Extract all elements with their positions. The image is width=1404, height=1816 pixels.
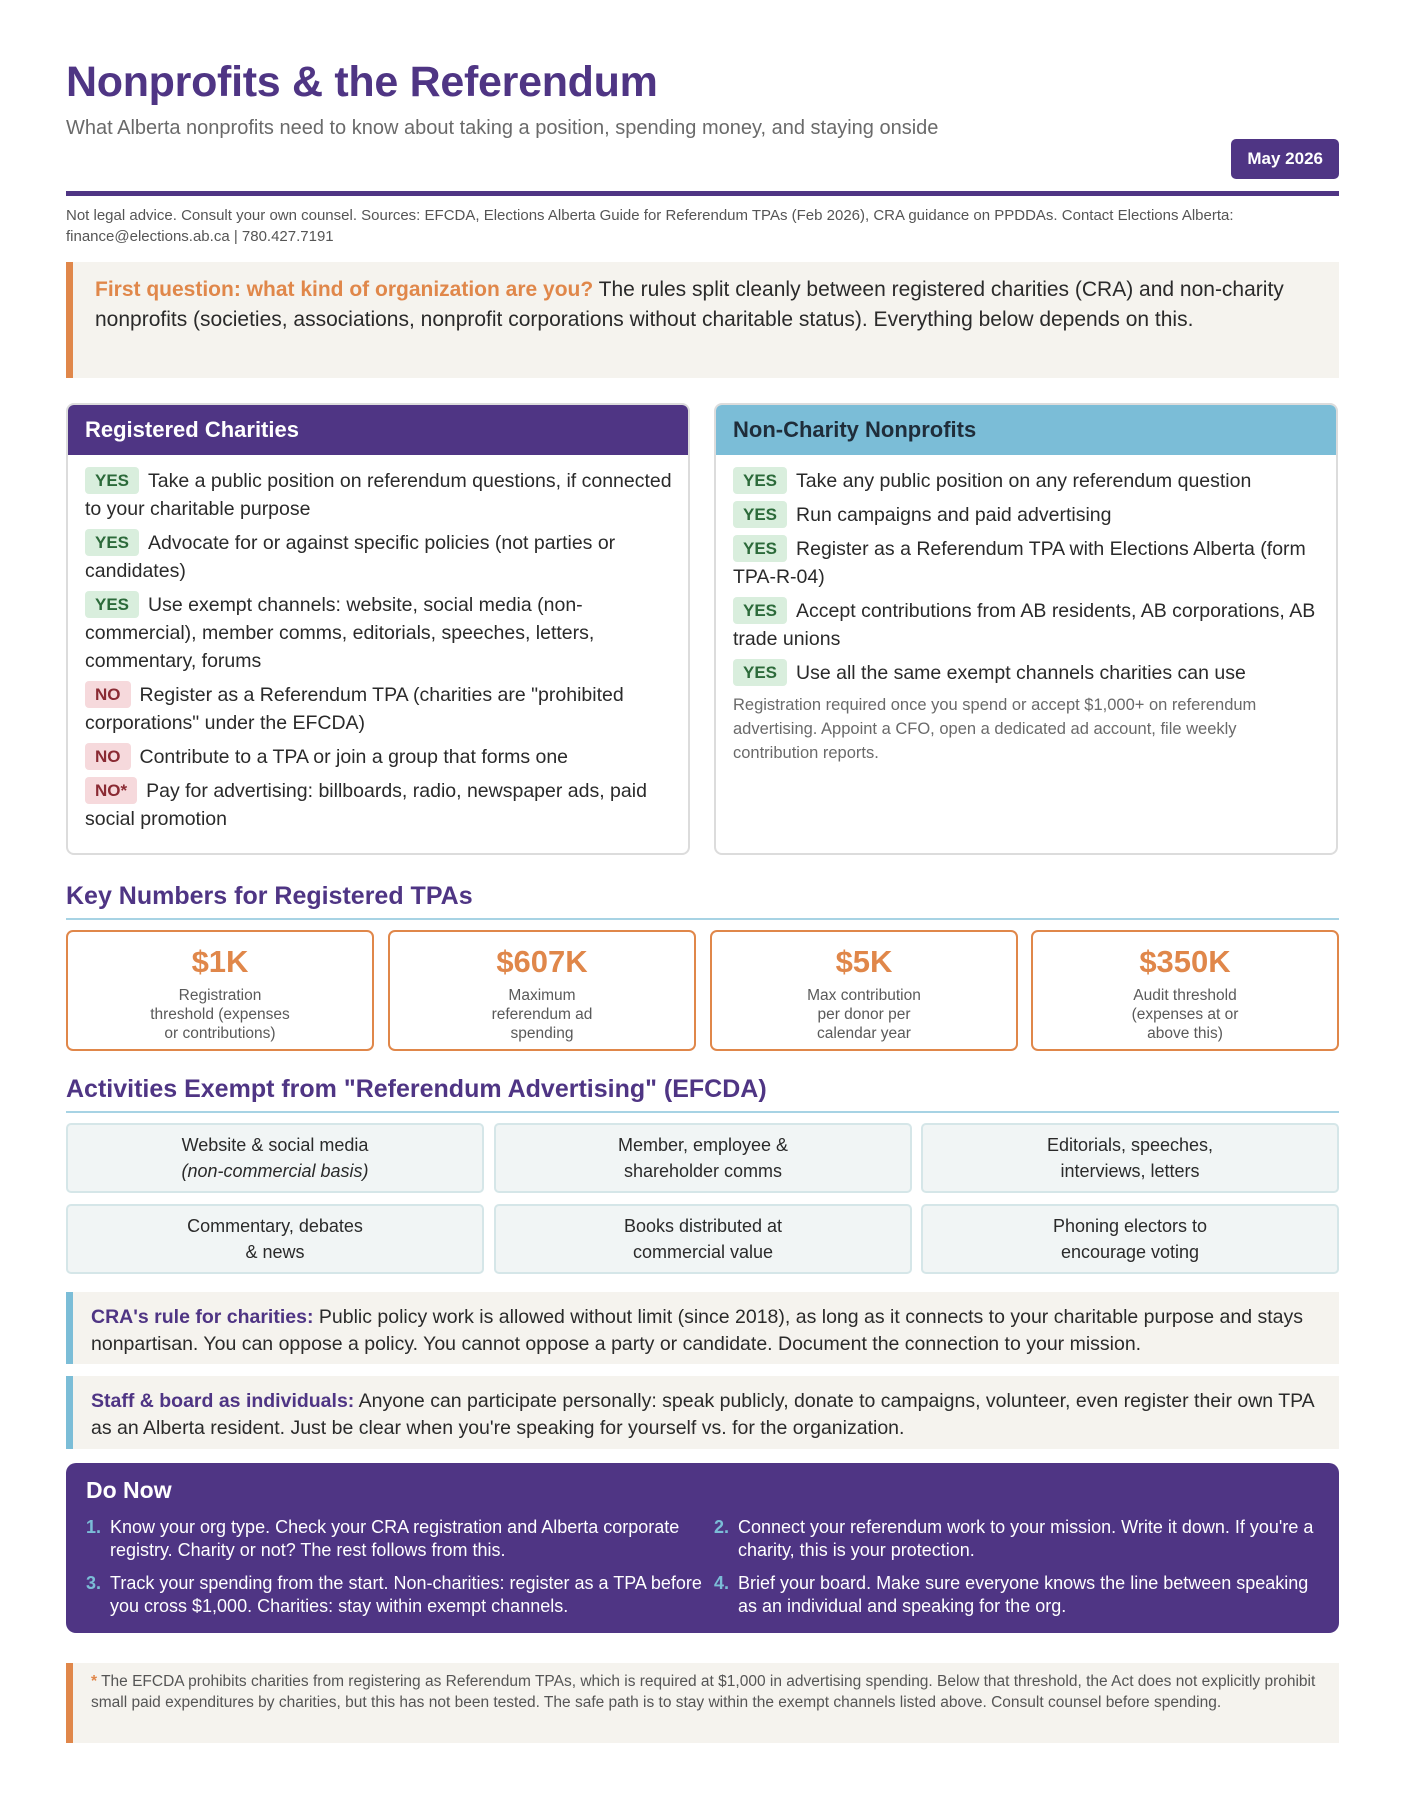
stat-label: Max contribution per donor per calendar year — [807, 987, 921, 1042]
no-tag: NO* — [85, 777, 137, 804]
yes-tag: YES — [733, 597, 787, 624]
no-tag: NO — [85, 681, 131, 708]
list-item — [85, 681, 672, 737]
step-text: Connect your referendum work to your mission. Write it down. If you're a charity, this is your protection. — [738, 1517, 1314, 1560]
stat-card — [388, 930, 696, 1051]
exempt-divider — [66, 1111, 1339, 1113]
exempt-activity-line2: interviews, letters — [1060, 1161, 1200, 1181]
noncharities-card — [714, 403, 1338, 855]
exempt-activity-line1: Books distributed at — [623, 1216, 783, 1236]
footnote — [66, 1663, 1339, 1743]
page-title: Nonprofits & the Referendum — [66, 58, 658, 106]
first-question-callout — [66, 262, 1339, 378]
do-now-step — [86, 1572, 714, 1618]
list-item-text: Contribute to a TPA or join a group that forms one — [139, 746, 569, 768]
exempt-activity-line1: Editorials, speeches, — [1046, 1135, 1214, 1155]
disclaimer: Not legal advice. Consult your own counsel. Sources: EFCDA, Elections Alberta Guide for Referendum TPAs (Feb 2026), CRA guidance on PPDDAs. Contact Elections Alberta: finance@elections.ab.ca | 780.427.7191 — [66, 207, 1234, 245]
list-item-text: Advocate for or against specific policies (not parties or candidates) — [85, 532, 616, 582]
list-item-text: Run campaigns and paid advertising — [796, 504, 1112, 526]
step-number: 3. — [86, 1573, 102, 1593]
footnote-text: The EFCDA prohibits charities from registering as Referendum TPAs, which is required at $1,000 in advertising spending. Below that threshold, the Act does not explicitly prohibit small paid expenditures by charities, but this has not been tested. The safe path is to stay within the exempt channels listed above. Consult counsel before spending. — [91, 1673, 1316, 1711]
list-item — [733, 659, 1320, 687]
exempt-activity — [921, 1204, 1339, 1274]
exempt-activities-title: Activities Exempt from "Referendum Advertising" (EFCDA) — [66, 1075, 767, 1103]
do-now-step — [714, 1572, 1314, 1618]
list-item-text: Take any public position on any referendum question — [796, 470, 1252, 492]
key-numbers-divider — [66, 918, 1339, 920]
stat-value: $350K — [1139, 944, 1231, 979]
do-now-steps — [86, 1516, 1319, 1618]
stat-value: $1K — [191, 944, 249, 979]
exempt-activity — [494, 1204, 912, 1274]
stat-value: $5K — [835, 944, 893, 979]
date-badge: May 2026 — [1231, 139, 1339, 179]
list-item — [85, 777, 672, 833]
exempt-activity-line2: (non-commercial basis) — [181, 1161, 369, 1181]
step-number: 1. — [86, 1517, 102, 1537]
step-text: Track your spending from the start. Non-charities: register as a TPA before you cross $1,000. Charities: stay within exempt channels. — [110, 1573, 702, 1616]
do-now-panel — [66, 1463, 1339, 1633]
exempt-activity — [494, 1123, 912, 1193]
list-item-text: Register as a Referendum TPA (charities are "prohibited corporations" under the EFCDA) — [85, 684, 624, 734]
footnote-mark: * — [91, 1673, 98, 1690]
exempt-activity-line1: Member, employee & — [617, 1135, 789, 1155]
list-item-text: Register as a Referendum TPA with Elections Alberta (form TPA-R-04) — [733, 538, 1306, 588]
charities-card-title: Registered Charities — [68, 405, 688, 455]
step-number: 4. — [714, 1573, 730, 1593]
step-number: 2. — [714, 1517, 730, 1537]
cra-rule-text: Public policy work is allowed without limit (since 2018), as long as it connects to your charitable purpose and stays nonpartisan. You can oppose a policy. You cannot oppose a party or candidate. Document the connection to your mission. — [91, 1306, 1304, 1355]
list-item — [733, 501, 1320, 529]
step-text: Know your org type. Check your CRA registration and Alberta corporate registry. Charity or not? The rest follows from this. — [110, 1517, 680, 1560]
stat-card — [1031, 930, 1339, 1051]
first-question-lead: First question: what kind of organization are you? — [95, 278, 594, 301]
list-item — [85, 529, 672, 585]
staff-board-lead: Staff & board as individuals: — [91, 1390, 355, 1412]
yes-tag: YES — [85, 591, 139, 618]
list-item-text: Take a public position on referendum questions, if connected to your charitable purpose — [85, 470, 672, 520]
page-subtitle: What Alberta nonprofits need to know about taking a position, spending money, and staying onside — [66, 117, 939, 139]
exempt-activity-line1: Phoning electors to — [1052, 1216, 1208, 1236]
yes-tag: YES — [733, 501, 787, 528]
noncharities-card-title: Non-Charity Nonprofits — [716, 405, 1336, 455]
list-item-text: Use exempt channels: website, social media (non-commercial), member comms, editorials, speeches, letters, commentary, forums — [85, 594, 595, 672]
do-now-title: Do Now — [86, 1477, 172, 1503]
stat-label: Maximum referendum ad spending — [491, 987, 593, 1042]
list-item — [85, 743, 672, 771]
registration-note: Registration required once you spend or accept $1,000+ on referendum advertising. Appoint a CFO, open a dedicated ad account, file weekly contribution reports. — [733, 696, 1257, 762]
stat-label: Registration threshold (expenses or contributions) — [150, 987, 290, 1042]
first-question-text: The rules split cleanly between registered charities (CRA) and non-charity nonprofits (societies, associations, nonprofit corporations without charitable status). Everything below depends on this. — [95, 278, 1284, 331]
charities-card — [66, 403, 690, 855]
list-item — [733, 597, 1320, 653]
list-item-text: Pay for advertising: billboards, radio, newspaper ads, paid social promotion — [85, 780, 647, 830]
yes-tag: YES — [733, 535, 787, 562]
header-divider — [66, 191, 1339, 196]
list-item — [85, 591, 672, 675]
exempt-activity-line1: Commentary, debates — [187, 1216, 363, 1236]
list-item-text: Use all the same exempt channels charities can use — [796, 662, 1246, 684]
stat-label: Audit threshold (expenses at or above this) — [1131, 987, 1239, 1042]
exempt-activity-line2: & news — [245, 1242, 305, 1262]
yes-tag: YES — [85, 467, 139, 494]
yes-tag: YES — [85, 529, 139, 556]
yes-tag: YES — [733, 659, 787, 686]
list-item — [85, 467, 672, 523]
staff-board-text: Anyone can participate personally: speak publicly, donate to campaigns, volunteer, even register their own TPA as an Alberta resident. Just be clear when you're speaking for yourself vs. for the organization. — [91, 1390, 1314, 1439]
list-item — [733, 467, 1320, 495]
exempt-activity-line1: Website & social media — [181, 1135, 369, 1155]
exempt-activity-line2: shareholder comms — [623, 1161, 783, 1181]
do-now-step — [86, 1516, 714, 1562]
exempt-activity-line2: commercial value — [632, 1242, 774, 1262]
stat-card — [710, 930, 1018, 1051]
noncharities-list — [716, 455, 1336, 765]
cra-rule-callout — [66, 1292, 1339, 1364]
charities-list — [68, 455, 688, 833]
staff-board-callout — [66, 1376, 1339, 1449]
exempt-activity — [921, 1123, 1339, 1193]
no-tag: NO — [85, 743, 131, 770]
step-text: Brief your board. Make sure everyone knows the line between speaking as an individual and speaking for the org. — [738, 1573, 1309, 1616]
yes-tag: YES — [733, 467, 787, 494]
stat-value: $607K — [496, 944, 588, 979]
exempt-activity — [66, 1123, 484, 1193]
list-item-text: Accept contributions from AB residents, AB corporations, AB trade unions — [733, 600, 1316, 650]
stat-card — [66, 930, 374, 1051]
exempt-activity — [66, 1204, 484, 1274]
exempt-activity-line2: encourage voting — [1060, 1242, 1200, 1262]
key-numbers-title: Key Numbers for Registered TPAs — [66, 882, 473, 910]
list-item — [733, 535, 1320, 591]
cra-rule-lead: CRA's rule for charities: — [91, 1306, 314, 1328]
do-now-step — [714, 1516, 1314, 1562]
